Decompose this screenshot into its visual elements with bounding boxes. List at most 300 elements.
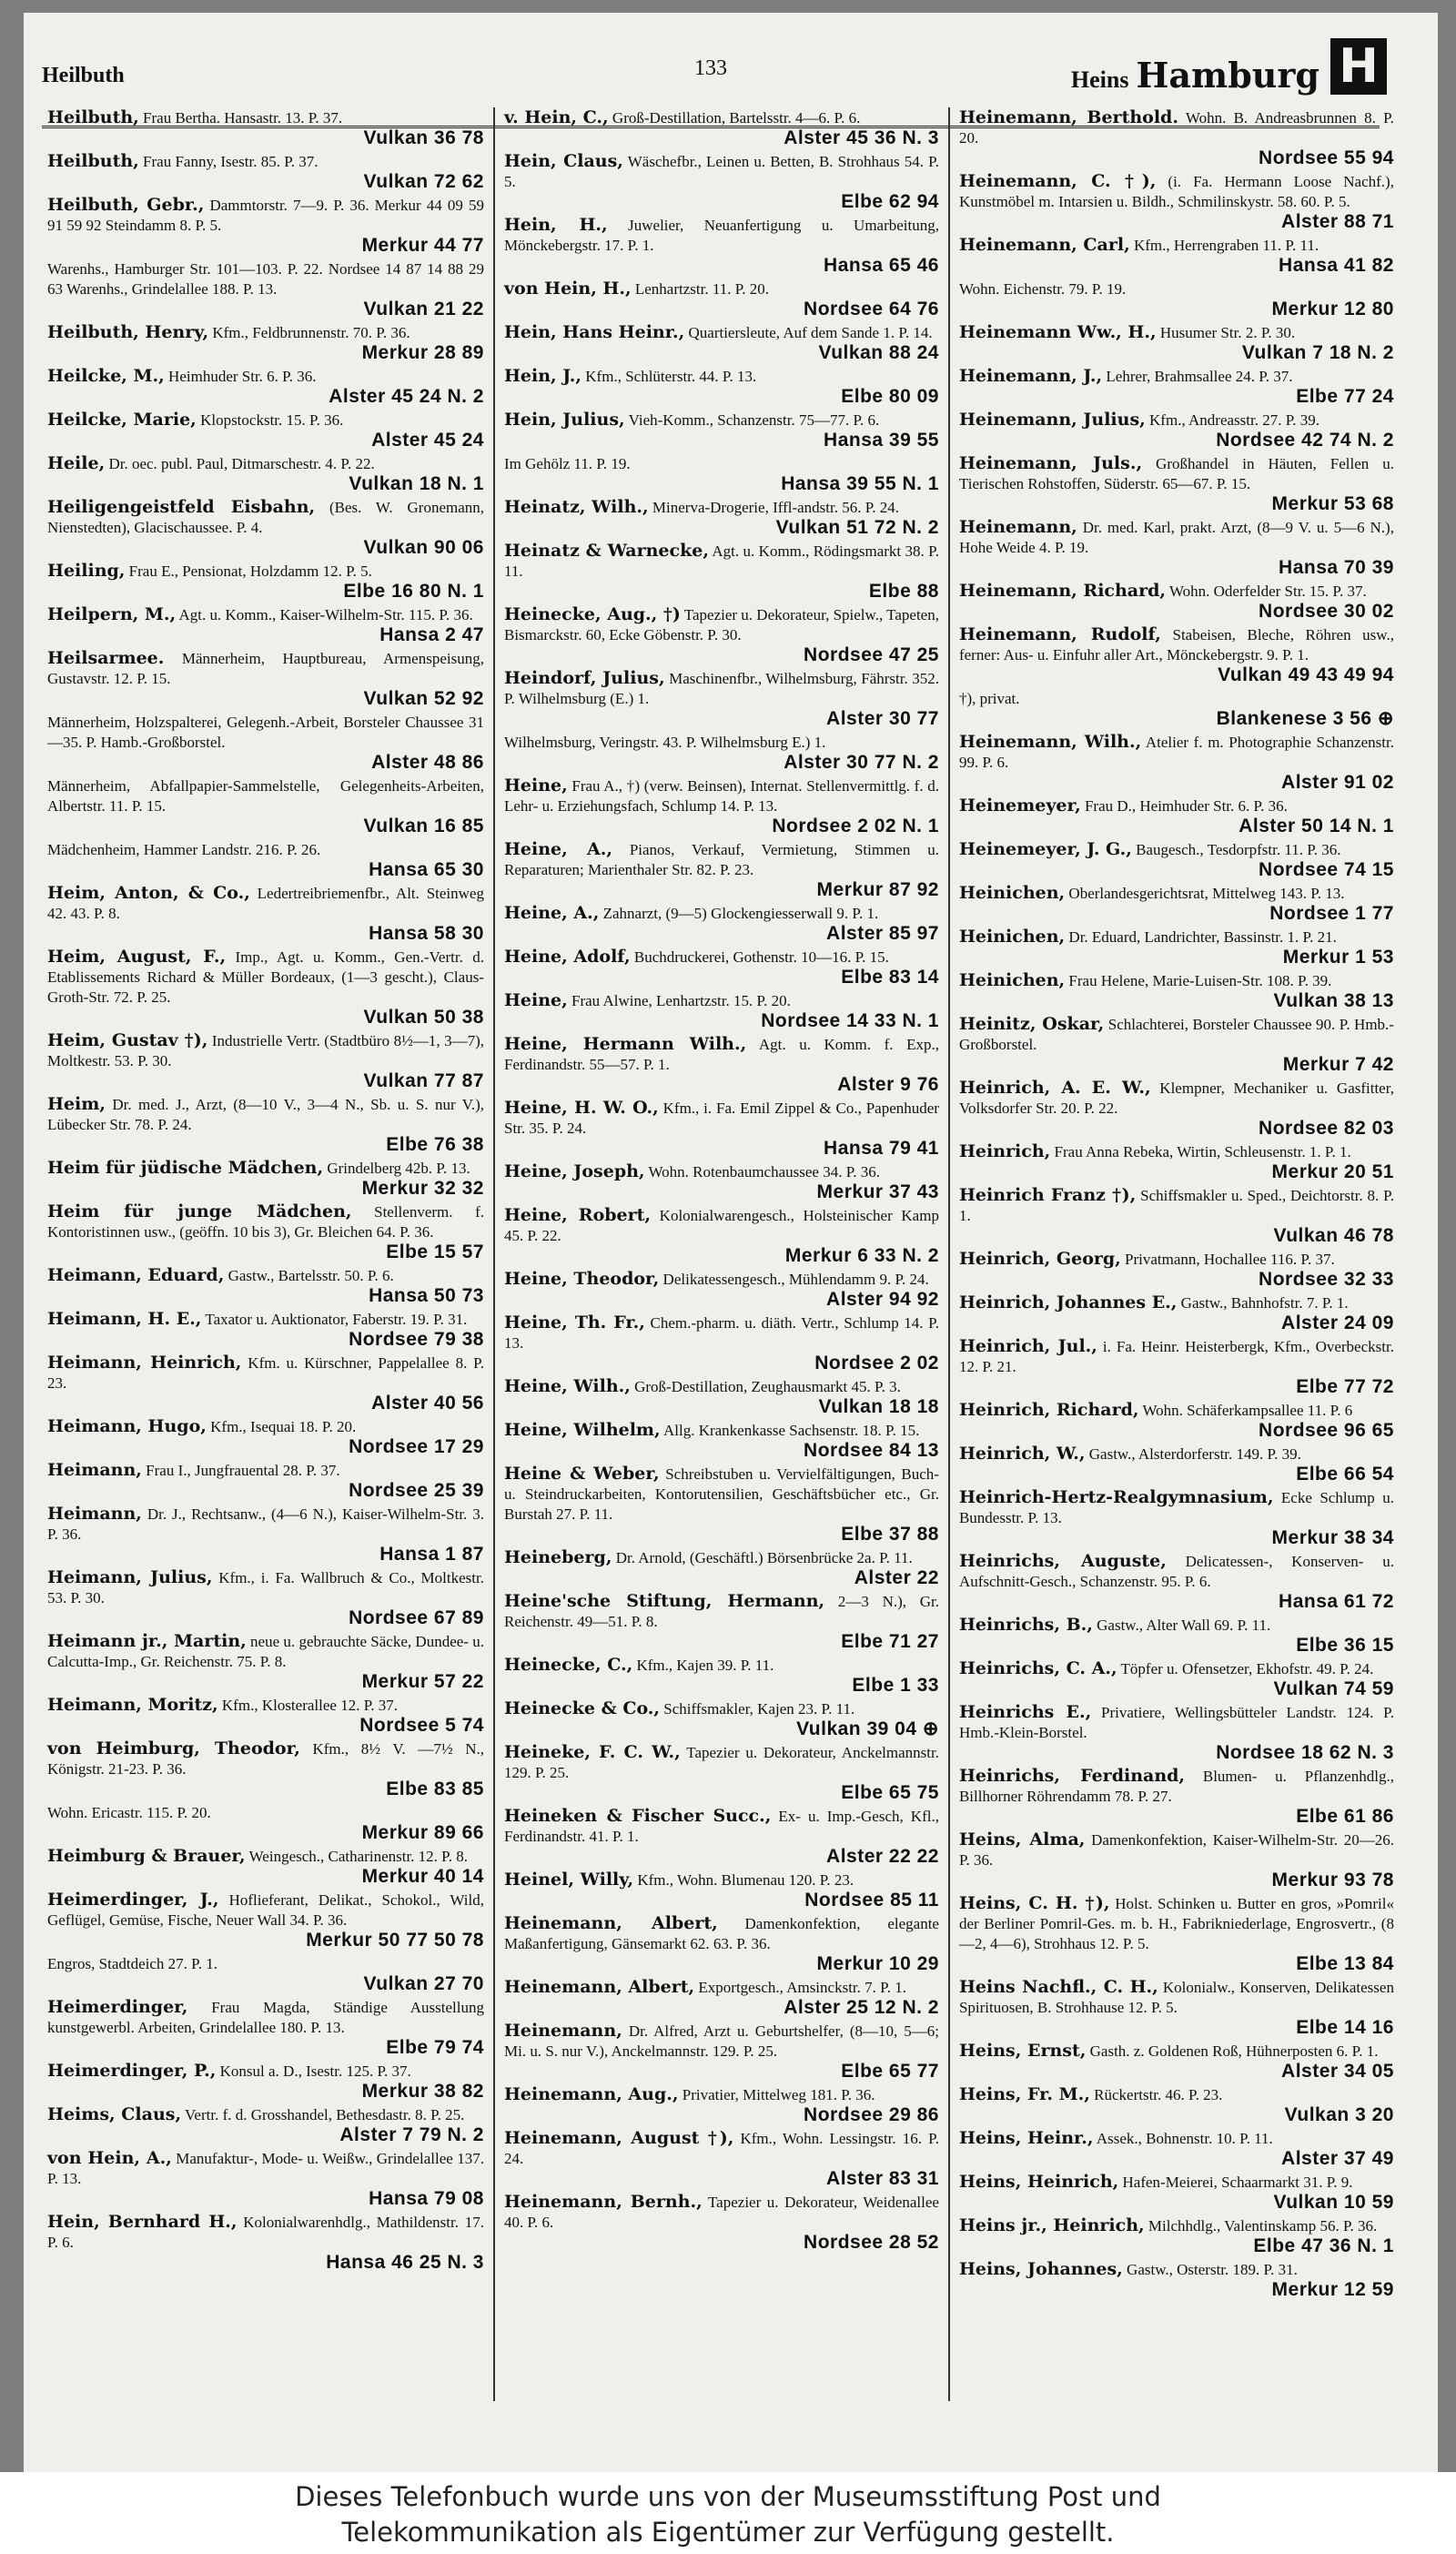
entry-detail: Männerheim, Holzspalterei, Gelegenh.-Arbeit, Borsteler Chaussee 31—35. P. Hamb.-Großborstel. [47,714,484,751]
entry-detail: Frau Anna Rebeka, Wirtin, Schleusenstr. 1. P. 1. [1054,1143,1351,1160]
entry-detail: Gastw., Bahnhofstr. 7. P. 1. [1180,1294,1349,1312]
entry-phone: Elbe 65 75 [841,1782,939,1803]
entry-phone: Alster 45 36 N. 3 [784,127,939,148]
entry-detail: Minerva-Drogerie, Iffl-andstr. 56. P. 24. [652,499,900,516]
entry-detail: Kolonialw., Konserven, Delikatessen Spirituosen, B. Strohhause 12. P. 5. [958,1979,1394,2016]
entry-phone: Vulkan 50 38 [363,1007,484,1028]
directory-entry [47,712,484,773]
directory-entry [47,1416,484,1457]
entry-name: von Heimburg, Theodor, [47,1738,300,1758]
entry-name: Heine, A., [503,903,600,923]
entry-detail: Grindelberg 42b. P. 13. [327,1160,470,1177]
entry-detail: Kfm., 8½ V. —7½ N., Königstr. 21-23. P. 36. [47,1740,484,1778]
entry-phone: Vulkan 74 59 [1273,1678,1394,1699]
entry-name: Heim, [47,1094,106,1114]
entry-detail: Im Gehölz 11. P. 19. [503,455,631,472]
entry-phone: Nordsee 1 77 [1269,903,1394,924]
entry-name: Heinichen, [958,883,1066,903]
entry-name: Heimann jr., Martin, [47,1631,247,1651]
entry-phone: Blankenese 3 56 ⊕ [1216,708,1394,729]
entry-phone: Nordsee 25 39 [349,1480,484,1501]
directory-entry [959,1249,1394,1290]
entry-name: Heilbuth, [47,151,139,171]
directory-entry [959,883,1394,924]
entry-phone: Vulkan 7 18 N. 2 [1241,342,1394,363]
entry-detail: Agt. u. Komm., Kaiser-Wilhelm-Str. 115. P. 36. [178,606,473,623]
directory-entry [47,561,484,602]
directory-entry [47,2061,484,2102]
directory-entry [47,1738,484,1799]
entry-name: Heine & Weber, [503,1464,660,1484]
entry-name: Heins, Johannes, [958,2259,1123,2279]
header-letter-tab: H [1330,38,1387,95]
entry-phone: Alster 25 12 N. 2 [784,1997,939,2018]
entry-detail: Privatier, Mittelweg 181. P. 36. [682,2086,875,2103]
entry-name: Heinrich Franz †), [958,1185,1137,1205]
entry-name: Heinemann, Berthold. [958,107,1178,127]
entry-detail: Husumer Str. 2. P. 30. [1159,324,1296,341]
entry-name: Heiligengeistfeld Eisbahn, [47,497,316,517]
entry-name: Heimerdinger, [47,1997,188,2017]
directory-entry [504,2128,939,2189]
footer-line-2: Telekommunikation als Eigentümer zur Verfügung gestellt. [341,2517,1115,2548]
entry-name: Heine, Robert, [503,1205,652,1225]
entry-detail: Delicatessen-, Konserven- u. Aufschnitt-Gesch., Schanzenstr. 95. P. 6. [958,1553,1394,1590]
entry-detail: i. Fa. Heinr. Heisterbergk, Kfm., Overbeckstr. 12. P. 21. [958,1338,1394,1375]
entry-name: Heimann, Hugo, [47,1416,207,1436]
directory-entry [504,1591,939,1652]
entry-name: Heimann, Heinrich, [47,1353,242,1373]
directory-entry [504,322,939,363]
entry-phone: Alster 24 09 [1281,1312,1394,1333]
directory-entry [504,2084,939,2125]
directory-entry [959,1702,1394,1763]
entry-detail: Dr. J., Rechtsanw., (4—6 N.), Kaiser-Wilhelm-Str. 3. P. 36. [47,1505,484,1543]
entry-detail: Wohn. Ericastr. 115. P. 20. [47,1804,211,1821]
entry-name: Heilbuth, Gebr., [47,195,205,215]
directory-entry [959,517,1394,578]
entry-detail: Ledertreibriemenfbr., Alt. Steinweg 42. 43. P. 8. [47,885,484,922]
directory-entry [47,1631,484,1692]
entry-name: Heinrich, A. E. W., [958,1078,1151,1098]
entry-name: Heimann, Moritz, [47,1695,218,1715]
header-city: Hamburg [1136,55,1320,96]
entry-phone: Merkur 28 89 [361,342,484,363]
entry-phone: Alster 94 92 [826,1289,939,1310]
entry-detail: Wohn. Oderfelder Str. 15. P. 37. [1168,583,1367,600]
entry-name: Heinemann, Wilh., [958,732,1142,752]
entry-detail: Frau Alwine, Lenhartzstr. 15. P. 20. [571,992,791,1009]
entry-detail: Kfm. u. Kürschner, Pappelallee 8. P. 23. [47,1354,484,1392]
entry-detail: Imp., Agt. u. Komm., Gen.-Vertr. d. Etablissements Richard & Müller Bordeaux, (1—3 gescht.), Claus-Groth-Str. 72. P. 25. [47,948,484,1006]
directory-entry [504,732,939,773]
entry-detail: Stellenverm. f. Kontoristinnen usw., (geöffn. 10 bis 3), Gr. Bleichen 64. P. 36. [47,1203,484,1241]
entry-phone: Elbe 37 88 [841,1524,939,1545]
entry-name: Heine, Joseph, [503,1161,645,1181]
entry-detail: Rückertstr. 46. P. 23. [1094,2086,1223,2103]
entry-detail: †), privat. [958,690,1020,707]
entry-detail: Pianos, Verkauf, Vermietung, Stimmen u. Reparaturen; Marienthaler Str. 82. P. 23. [503,841,939,878]
directory-entry [504,1269,939,1310]
entry-phone: Alster 83 31 [826,2168,939,2189]
directory-entry [47,1695,484,1736]
directory-entry [504,1977,939,2018]
entry-detail: Vieh-Komm., Schanzenstr. 75—77. P. 6. [628,411,880,429]
entry-name: Heim, August, F., [47,947,227,967]
entry-detail: (Bes. W. Gronemann, Nienstedten), Glacischaussee. P. 4. [47,499,485,536]
entry-detail: Kfm., Wohn. Lessingstr. 16. P. 24. [503,2130,939,2167]
entry-phone: Merkur 38 82 [361,2081,484,2102]
entry-name: Heins, Alma, [958,1829,1086,1850]
entry-detail: Wilhelmsburg, Veringstr. 43. P. Wilhelmsburg E.) 1. [503,734,826,751]
entry-name: Heinemann, Rudolf, [958,624,1161,644]
directory-entry [47,1504,484,1565]
entry-phone: Elbe 77 24 [1296,386,1394,407]
directory-entry [504,1742,939,1803]
entry-phone: Hansa 65 46 [824,255,939,276]
entry-name: Heineken & Fischer Succ., [503,1806,772,1826]
entry-phone: Elbe 65 77 [841,2061,939,2082]
directory-entry [504,279,939,319]
directory-entry [47,1353,484,1414]
entry-phone: Merkur 1 53 [1282,947,1394,968]
entry-detail: Klopstockstr. 15. P. 36. [200,411,344,429]
entry-phone: Vulkan 52 92 [363,688,484,709]
directory-entry [504,2192,939,2253]
entry-phone: Nordsee 32 33 [1259,1269,1394,1290]
directory-entry [504,1034,939,1095]
entry-phone: Hansa 70 39 [1279,557,1394,578]
directory-entry [959,2172,1394,2213]
entry-phone: Vulkan 36 78 [363,127,484,148]
entry-name: Heinel, Willy, [503,1870,634,1890]
entry-name: Hein, J., [503,366,582,386]
entry-name: Heim für junge Mädchen, [47,1201,352,1221]
entry-phone: Vulkan 18 18 [818,1396,939,1417]
directory-entry [47,2104,484,2145]
entry-phone: Vulkan 10 59 [1273,2192,1394,2213]
entry-detail: Buchdruckerei, Gothenstr. 10—16. P. 15. [633,948,889,966]
directory-entry [504,151,939,212]
entry-phone: Nordsee 64 76 [804,299,939,319]
entry-detail: Dr. Alfred, Arzt u. Geburtshelfer, (8—10, 5—6; Mi. u. S. nur V.), Anckelmannstr. 129. P. 25. [503,2022,939,2060]
directory-entry [504,1913,939,1974]
entry-phone: Alster 40 56 [371,1393,484,1414]
entry-name: Heine, [503,990,568,1010]
directory-entry [504,1806,939,1867]
entry-name: Heinrich, Georg, [958,1249,1121,1269]
directory-entry [504,1698,939,1739]
entry-phone: Nordsee 18 62 N. 3 [1216,1742,1394,1763]
entry-phone: Elbe 88 [868,581,939,602]
directory-entry [959,1400,1394,1441]
entry-phone: Alster 91 02 [1281,772,1394,793]
entry-detail: Töpfer u. Ofensetzer, Ekhofstr. 49. P. 24. [1120,1660,1374,1677]
entry-detail: Gastw., Bartelsstr. 50. P. 6. [228,1267,394,1284]
entry-detail: Gastw., Alter Wall 69. P. 11. [1097,1617,1271,1634]
entry-name: Heinemann, Albert, [503,1977,695,1997]
directory-entry [504,903,939,944]
directory-entry [959,927,1394,968]
entry-detail: Großhandel in Häuten, Fellen u. Tierischen Rohstoffen, Süderstr. 65—67. P. 15. [958,455,1394,492]
entry-name: Heim für jüdische Mädchen, [47,1158,324,1178]
entry-phone: Alster 30 77 N. 2 [784,752,939,773]
entry-phone: Hansa 79 08 [369,2188,484,2209]
entry-phone: Hansa 50 73 [369,1285,484,1306]
entry-name: Heimerdinger, P., [47,2061,217,2081]
entry-phone: Nordsee 82 03 [1259,1118,1394,1139]
header-left-word: Heilbuth [42,64,125,87]
entry-name: Heinecke & Co., [503,1698,661,1718]
entry-phone: Elbe 71 27 [841,1631,939,1652]
entry-detail: Privatiere, Wellingsbütteler Landstr. 124. P. Hmb.-Klein-Borstel. [958,1704,1394,1741]
entry-phone: Elbe 13 84 [1296,1953,1394,1974]
entry-name: Heine, Adolf, [503,947,631,967]
directory-entry [959,732,1394,793]
entry-detail: Kolonialwarengesch., Holsteinischer Kamp 45. P. 22. [503,1207,939,1244]
entry-name: Heinatz, Wilh., [503,497,649,517]
entry-detail: Tapezier u. Dekorateur, Weidenallee 40. P. 6. [503,2194,939,2231]
directory-entry [47,366,484,407]
directory-entry [504,839,939,900]
column-2 [493,107,948,2401]
entry-detail: Agt. u. Komm., Rödingsmarkt 38. P. 11. [503,542,939,580]
entry-name: Heinemann, C. †), [958,171,1157,191]
directory-entry [47,775,484,836]
entry-phone: Merkur 57 22 [361,1671,484,1692]
entry-phone: Vulkan 27 70 [363,1973,484,1994]
entry-name: Hein, H., [503,215,608,235]
entry-detail: Frau Fanny, Isestr. 85. P. 37. [143,153,318,170]
entry-phone: Alster 50 14 N. 1 [1239,816,1394,836]
entry-phone: Elbe 62 94 [841,191,939,212]
directory-entry [959,2259,1394,2300]
entry-phone: Merkur 40 14 [361,1866,484,1887]
entry-phone: Vulkan 39 04 ⊕ [796,1718,939,1739]
entry-phone: Merkur 37 43 [816,1181,939,1202]
entry-phone: Vulkan 49 43 49 94 [1218,664,1394,685]
entry-detail: Stabeisen, Bleche, Röhren usw., ferner: Aus- u. Einfuhr aller Art., Mönckebergstr. 9. P. 1. [958,626,1394,664]
entry-detail: Dr. med. Karl, prakt. Arzt, (8—9 V. u. 5—6 N.), Hohe Weide 4. P. 19. [958,519,1394,556]
entry-phone: Merkur 6 33 N. 2 [784,1245,939,1266]
entry-detail: Wäschefbr., Leinen u. Betten, B. Strohhaus 54. P. 5. [503,153,939,190]
directory-entry [959,839,1394,880]
entry-name: Heinichen, [958,970,1066,990]
directory-entry [959,107,1394,168]
entry-phone: Nordsee 47 25 [804,644,939,665]
entry-detail: Groß-Destillation, Zeughausmarkt 45. P. 3. [634,1378,901,1395]
entry-phone: Merkur 10 29 [816,1953,939,1974]
entry-name: Heine, Wilhelm, [503,1420,661,1440]
directory-entry [959,1977,1394,2038]
entry-detail: Dr. Eduard, Landrichter, Bassinstr. 1. P. 21. [1068,928,1337,946]
entry-detail: Tapezier u. Dekorateur, Spielw., Tapeten, Bismarckstr. 60, Ecke Göbenstr. P. 30. [503,606,939,644]
entry-detail: Dr. Arnold, (Geschäftl.) Börsenbrücke 2a. P. 11. [615,1549,913,1566]
entry-phone: Nordsee 17 29 [349,1436,484,1457]
directory-entry [504,1464,939,1545]
entry-detail: Frau E., Pensionat, Holzdamm 12. P. 5. [128,562,372,580]
entry-phone: Vulkan 90 06 [363,537,484,558]
entry-name: Heilpern, M., [47,604,177,624]
directory-columns [38,107,1403,2401]
entry-name: Heins, Fr. M., [958,2084,1090,2104]
entry-name: Heinemann, August †), [503,2128,734,2148]
entry-detail: Kolonialwarenhdlg., Mathildenstr. 17. P. 6. [47,2214,484,2251]
directory-entry [504,1098,939,1159]
directory-entry [47,648,484,709]
directory-entry [47,1997,484,2058]
entry-name: Heinrichs, Ferdinand, [958,1766,1186,1786]
entry-name: Heinemeyer, [958,796,1081,816]
entry-detail: Hoflieferant, Delikat., Schokol., Wild, Geflügel, Gemüse, Fische, Neuer Wall 34. P. 36. [47,1891,484,1929]
entry-name: Heins, Heinr., [958,2128,1094,2148]
entry-detail: Frau A., †) (verw. Beinsen), Internat. Stellenvermittlg. f. d. Lehr- u. Erziehungsfach, Schlump 14. P. 13. [503,777,939,815]
entry-detail: Privatmann, Hochallee 116. P. 37. [1125,1251,1335,1268]
entry-name: Heinemann, Juls., [958,453,1143,473]
entry-phone: Hansa 61 72 [1279,1591,1394,1612]
entry-name: Heinrichs E., [958,1702,1092,1722]
directory-entry [504,1205,939,1266]
entry-detail: Agt. u. Komm. f. Exp., Ferdinandstr. 55—57. P. 1. [503,1036,939,1073]
directory-entry [959,1893,1394,1974]
entry-name: Heinrichs, B., [958,1615,1093,1635]
directory-entry [47,1802,484,1843]
entry-phone: Alster 34 05 [1281,2061,1394,2082]
entry-name: von Hein, H., [503,279,632,299]
directory-entry [504,604,939,665]
footer-notice [0,2472,1456,2554]
entry-phone: Alster 88 71 [1281,211,1394,232]
directory-entry [504,1547,939,1588]
directory-entry [959,970,1394,1011]
directory-entry [504,541,939,602]
directory-entry [47,2148,484,2209]
directory-entry [959,1487,1394,1548]
entry-detail: Wohn. Schäferkampsallee 11. P. 6 [1142,1402,1353,1419]
entry-name: Heilbuth, [47,107,139,127]
entry-name: Heine'sche Stiftung, Hermann, [503,1591,825,1611]
directory-entry [47,453,484,494]
entry-name: Heinemann, Carl, [958,235,1130,255]
entry-name: Heim, Anton, & Co., [47,883,250,903]
entry-name: Heimann, [47,1460,142,1480]
entry-detail: Maschinenfbr., Wilhelmsburg, Fährstr. 352. P. Wilhelmsburg (E.) 1. [503,670,939,707]
entry-phone: Nordsee 2 02 N. 1 [772,816,939,836]
directory-entry [504,947,939,988]
column-1 [38,107,493,2401]
entry-detail: Kfm., i. Fa. Emil Zippel & Co., Papenhuder Str. 35. P. 24. [503,1100,939,1137]
entry-phone: Vulkan 38 13 [1273,990,1394,1011]
entry-detail: Engros, Stadtdeich 27. P. 1. [47,1955,217,1972]
directory-entry [504,453,939,494]
entry-detail: Milchhdlg., Valentinskamp 56. P. 36. [1148,2217,1378,2235]
entry-detail: 2—3 N.), Gr. Reichenstr. 49—51. P. 8. [503,1593,939,1630]
directory-entry [959,2084,1394,2125]
entry-name: Heimburg & Brauer, [47,1846,246,1866]
entry-phone: Hansa 39 55 [824,430,939,451]
entry-phone: Hansa 58 30 [369,923,484,944]
entry-detail: Industrielle Vertr. (Stadtbüro 8½—1, 3—7), Moltkestr. 53. P. 30. [47,1032,484,1069]
entry-name: Heine, Wilh., [503,1376,631,1396]
entry-name: Heinemann, Julius, [958,410,1146,430]
entry-name: Heilcke, M., [47,366,165,386]
entry-detail: Weingesch., Catharinenstr. 12. P. 8. [248,1848,468,1865]
entry-detail: Manufaktur-, Mode- u. Weißw., Grindelallee 137. P. 13. [47,2150,484,2187]
entry-phone: Vulkan 88 24 [818,342,939,363]
directory-entry [504,668,939,729]
entry-detail: Dammtorstr. 7—9. P. 36. Merkur 44 09 59 91 59 92 Steindamm 8. P. 5. [47,197,484,234]
directory-entry [47,1846,484,1887]
entry-phone: Vulkan 72 62 [363,171,484,192]
directory-entry [959,2215,1394,2256]
entry-name: Heilsarmee. [47,648,165,668]
entry-name: Heilcke, Marie, [47,410,197,430]
directory-entry [47,497,484,558]
entry-phone: Merkur 87 92 [816,879,939,900]
entry-detail: Gasth. z. Goldenen Roß, Hühnerposten 6. P. 1. [1089,2042,1379,2060]
entry-phone: Elbe 36 15 [1296,1635,1394,1656]
entry-name: Heinrichs, Auguste, [958,1551,1167,1571]
entry-detail: neue u. gebrauchte Säcke, Dundee- u. Calcutta-Imp., Gr. Reichenstr. 75. P. 8. [47,1633,484,1670]
directory-entry [47,1030,484,1091]
entry-detail: Taxator u. Auktionator, Faberstr. 19. P. 31. [205,1311,468,1328]
entry-detail: Klempner, Mechaniker u. Gasfitter, Volksdorfer Str. 20. P. 22. [958,1079,1394,1117]
entry-name: Heinemann, J., [958,366,1103,386]
entry-name: Heinrichs, C. A., [958,1658,1117,1678]
entry-name: Heinrich, Richard, [958,1400,1139,1420]
page-header [24,38,1398,95]
directory-entry [47,947,484,1028]
entry-phone: Nordsee 85 11 [804,1890,939,1910]
entry-phone: Alster 45 24 N. 2 [329,386,484,407]
entry-name: Heimann, Eduard, [47,1265,225,1285]
entry-detail: Frau D., Heimhuder Str. 6. P. 36. [1084,797,1288,815]
entry-phone: Elbe 83 14 [841,967,939,988]
entry-detail: Atelier f. m. Photographie Schanzenstr. 99. P. 6. [958,734,1394,771]
entry-name: Heinitz, Oskar, [958,1014,1105,1034]
directory-entry [504,1420,939,1461]
entry-phone: Vulkan 3 20 [1284,2104,1394,2125]
entry-name: Heinecke, Aug., †) [503,604,681,624]
entry-detail: Männerheim, Hauptbureau, Armenspeisung, Gustavstr. 12. P. 15. [47,650,484,687]
entry-detail: Dr. oec. publ. Paul, Ditmarschestr. 4. P. 22. [108,455,375,472]
entry-phone: Hansa 1 87 [379,1544,484,1565]
directory-entry [47,1890,484,1951]
entry-name: Heinecke, C., [503,1655,633,1675]
directory-entry [959,410,1394,451]
entry-name: Heims, Claus, [47,2104,182,2124]
directory-entry [47,883,484,944]
entry-name: von Hein, A., [47,2148,172,2168]
entry-name: Heine, H. W. O., [503,1098,659,1118]
entry-name: Heine, Hermann Wilh., [503,1034,747,1054]
entry-detail: Groß-Destillation, Bartelsstr. 4—6. P. 6. [612,109,861,127]
entry-name: Heinichen, [958,927,1066,947]
directory-entry [959,453,1394,514]
page-number: 133 [694,56,727,80]
entry-phone: Nordsee 55 94 [1259,147,1394,168]
entry-name: Heineke, F. C. W., [503,1742,681,1762]
entry-detail: Assek., Bohnenstr. 10. P. 11. [1096,2130,1273,2147]
directory-entry [47,1158,484,1199]
entry-name: Hein, Claus, [503,151,623,171]
entry-detail: Blumen- u. Pflanzenhdlg., Billhorner Röhrendamm 78. P. 27. [958,1768,1394,1805]
entry-name: Heinemann, Aug., [503,2084,679,2104]
entry-phone: Elbe 47 36 N. 1 [1253,2235,1394,2256]
entry-detail: Frau I., Jungfrauental 28. P. 37. [146,1462,340,1479]
entry-name: Hein, Bernhard H., [47,2212,238,2232]
directory-entry [47,107,484,148]
